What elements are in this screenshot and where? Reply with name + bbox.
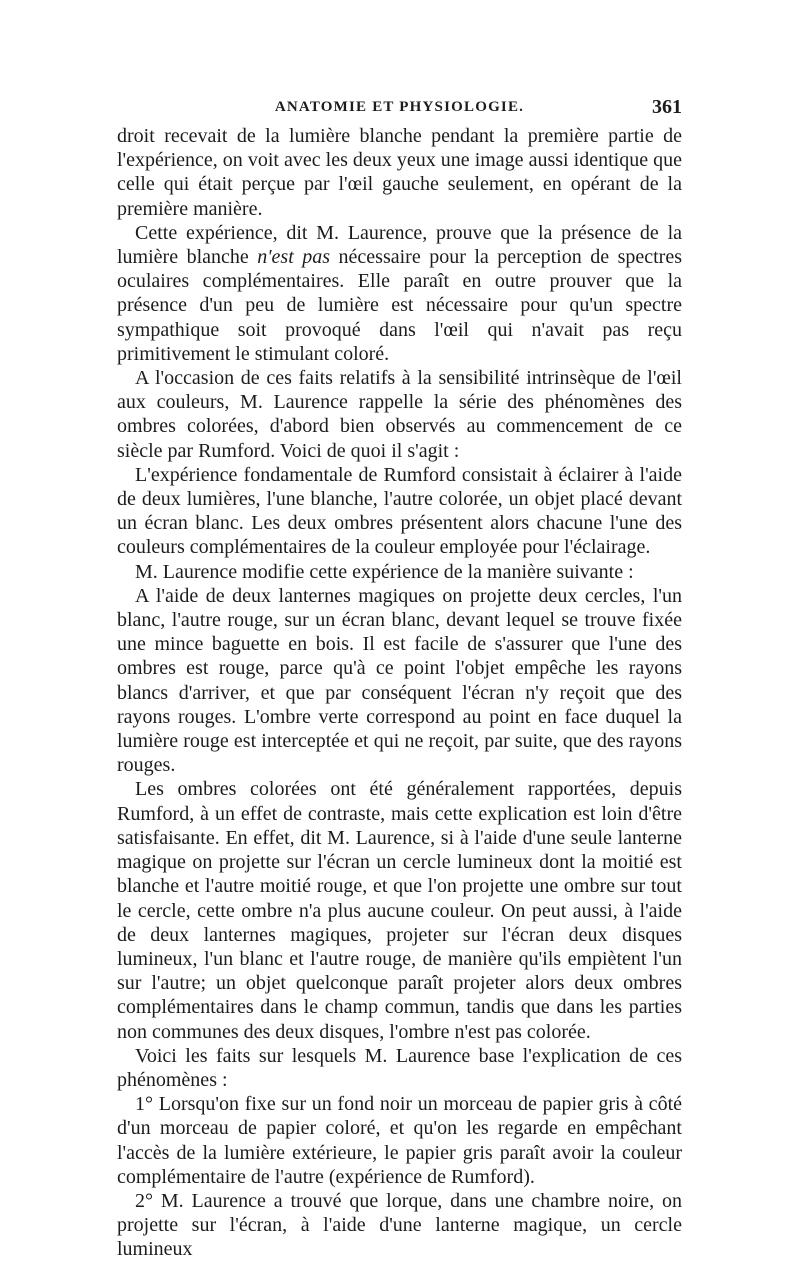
paragraph-text: nécessaire pour la perception de spectres oculaires complémentaires. Elle paraît en outre prouver que la présence d'un peu de lumière est nécessaire pour qu'un spectre sympathique soit provoqué dans l'œil qui n'avait pas reçu primitivement le stimulant coloré. (117, 246, 682, 365)
paragraph-fact-2: 2° M. Laurence a trouvé que lorque, dans une chambre noire, on projette sur l'écran, à l'aide d'une lanterne magique, un cercle lumineux (117, 1189, 682, 1261)
paragraph-facts-intro: Voici les faits sur lesquels M. Laurence base l'explication de ces phénomènes : (117, 1044, 682, 1091)
emphasis-text: n'est pas (257, 246, 331, 269)
running-head (117, 96, 682, 122)
body-text (117, 124, 682, 1262)
paragraph-text: Cette expérience, dit M. Laurence, prouve que la présence de la lumière blanche (117, 221, 682, 269)
paragraph-fact-1: 1° Lorsqu'on fixe sur un fond noir un morceau de papier gris à côté d'un morceau de papier coloré, et qu'on les regarde en empêchant l'accès de la lumière extérieure, le papier gris paraît avoir la couleur complémentaire de l'autre (expérience de Rumford). (117, 1093, 682, 1188)
paragraph-experience-proof (117, 221, 682, 366)
paragraph-contrast-explanation: Les ombres colorées ont été généralement rapportées, depuis Rumford, à un effet de contraste, mais cette explication est loin d'être satisfaisante. En effet, dit M. Laurence, si à l'aide d'une seule lanterne magique on projette sur l'écran un cercle lumineux dont la moitié est blanche et l'autre moitié rouge, et que l'on projette une ombre sur tout le cercle, cette ombre n'a plus aucune couleur. On peut aussi, à l'aide de deux lanternes magiques, projeter sur l'écran deux disques lumineux, l'un blanc et l'autre rouge, de manière qu'ils empiètent l'un sur l'autre; un objet quelconque paraît projeter alors deux ombres complémentaires dans le champ commun, tandis que dans les parties non communes des deux disques, l'ombre n'est pas colorée. (117, 778, 682, 1043)
paragraph-continuation: droit recevait de la lumière blanche pendant la première partie de l'expérience, on voit avec les deux yeux une image aussi identique que celle qui était perçue par l'œil gauche seulement, en opérant de la première manière. (117, 125, 682, 220)
paragraph-rumford-experiment: L'expérience fondamentale de Rumford consistait à éclairer à l'aide de deux lumières, l'une blanche, l'autre colorée, un objet placé devant un écran blanc. Les deux ombres présentent alors chacune l'une des couleurs complémentaires de la couleur employée pour l'éclairage. (117, 463, 682, 559)
paragraph-modification: M. Laurence modifie cette expérience de la manière suivante : (135, 560, 634, 583)
paragraph-magic-lanterns: A l'aide de deux lanternes magiques on projette deux cercles, l'un blanc, l'autre rouge, sur un écran blanc, devant lequel se trouve fixée une mince baguette en bois. Il est facile de s'assurer que l'une des ombres est rouge, parce qu'à ce point l'objet empêche les rayons blancs d'arriver, et que par conséquent l'écran n'y reçoit que des rayons rouges. L'ombre verte correspond au point en face duquel la lumière rouge est interceptée et qui ne reçoit, par suite, que des rayons rouges. (117, 584, 682, 777)
running-title: ANATOMIE ET PHYSIOLOGIE. (274, 99, 525, 115)
page-number: 361 (652, 96, 682, 118)
paragraph-colored-shadows: A l'occasion de ces faits relatifs à la sensibilité intrinsèque de l'œil aux couleurs, M. Laurence rappelle la série des phénomènes des ombres colorées, d'abord bien observés au commencement de ce siècle par Rumford. Voici de quoi il s'agit : (117, 367, 682, 462)
